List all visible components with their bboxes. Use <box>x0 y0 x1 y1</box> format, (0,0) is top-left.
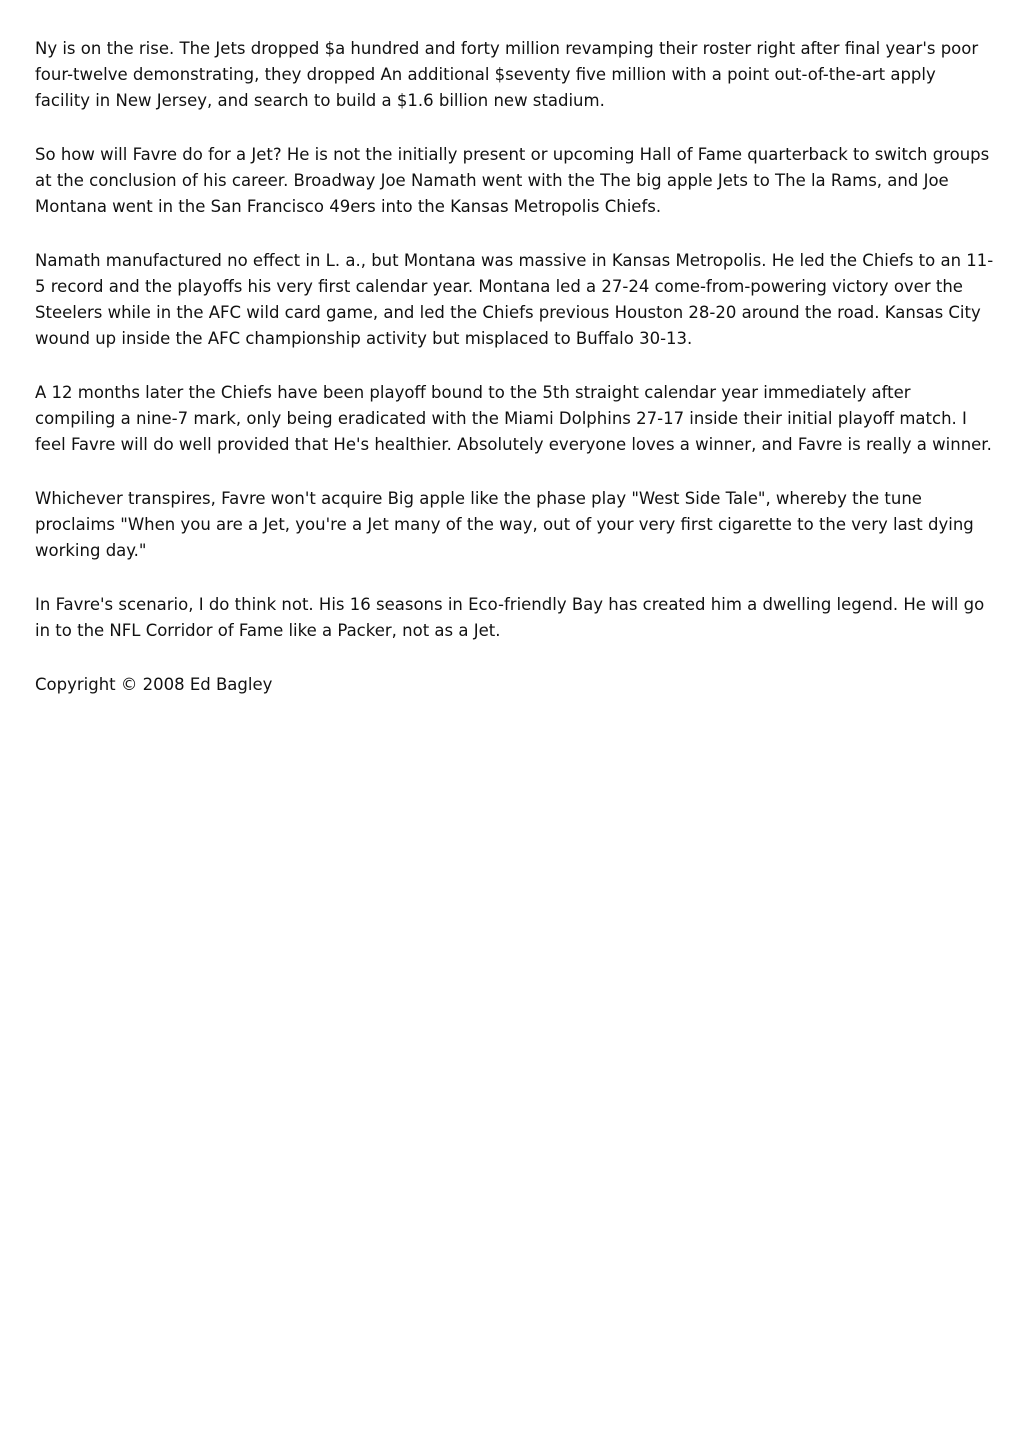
copyright-notice: Copyright © 2008 Ed Bagley <box>35 675 273 694</box>
paragraph-montana-chiefs: Namath manufactured no effect in L. a., but Montana was massive in Kansas Metropolis. He led the Chiefs to an 11-5 record and the playoffs his very first calendar year. Montana led a 27-24 come-from-powering victory over the Steelers while in the AFC wild card game, and led the Chiefs previous Houston 28-20 around the road. Kansas City wound up inside the AFC championship activity but misplaced to Buffalo 30-13. <box>35 251 994 348</box>
paragraph-favre-question: So how will Favre do for a Jet? He is not the initially present or upcoming Hall of Fame quarterback to switch groups at the conclusion of his career. Broadway Joe Namath went with the The big apple Jets to The la Rams, and Joe Montana went in the San Francisco 49ers into the Kansas Metropolis Chiefs. <box>35 145 990 216</box>
paragraph-favre-legacy: In Favre's scenario, I do think not. His 16 seasons in Eco-friendly Bay has created him a dwelling legend. He will go in to the NFL Corridor of Fame like a Packer, not as a Jet. <box>35 595 985 640</box>
document-body <box>35 36 995 698</box>
paragraph-jets-spending: Ny is on the rise. The Jets dropped $a hundred and forty million revamping their roster right after final year's poor four-twelve demonstrating, they dropped An additional $seventy five million with a point out-of-the-art apply facility in New Jersey, and search to build a $1.6 billion new stadium. <box>35 39 979 110</box>
paragraph-west-side-story: Whichever transpires, Favre won't acquire Big apple like the phase play "West Side Tale", whereby the tune proclaims "When you are a Jet, you're a Jet many of the way, out of your very first cigarette to the very last dying working day." <box>35 489 974 560</box>
paragraph-following-year: A 12 months later the Chiefs have been playoff bound to the 5th straight calendar year immediately after compiling a nine-7 mark, only being eradicated with the Miami Dolphins 27-17 inside their initial playoff match. I feel Favre will do well provided that He's healthier. Absolutely everyone loves a winner, and Favre is really a winner. <box>35 383 992 454</box>
